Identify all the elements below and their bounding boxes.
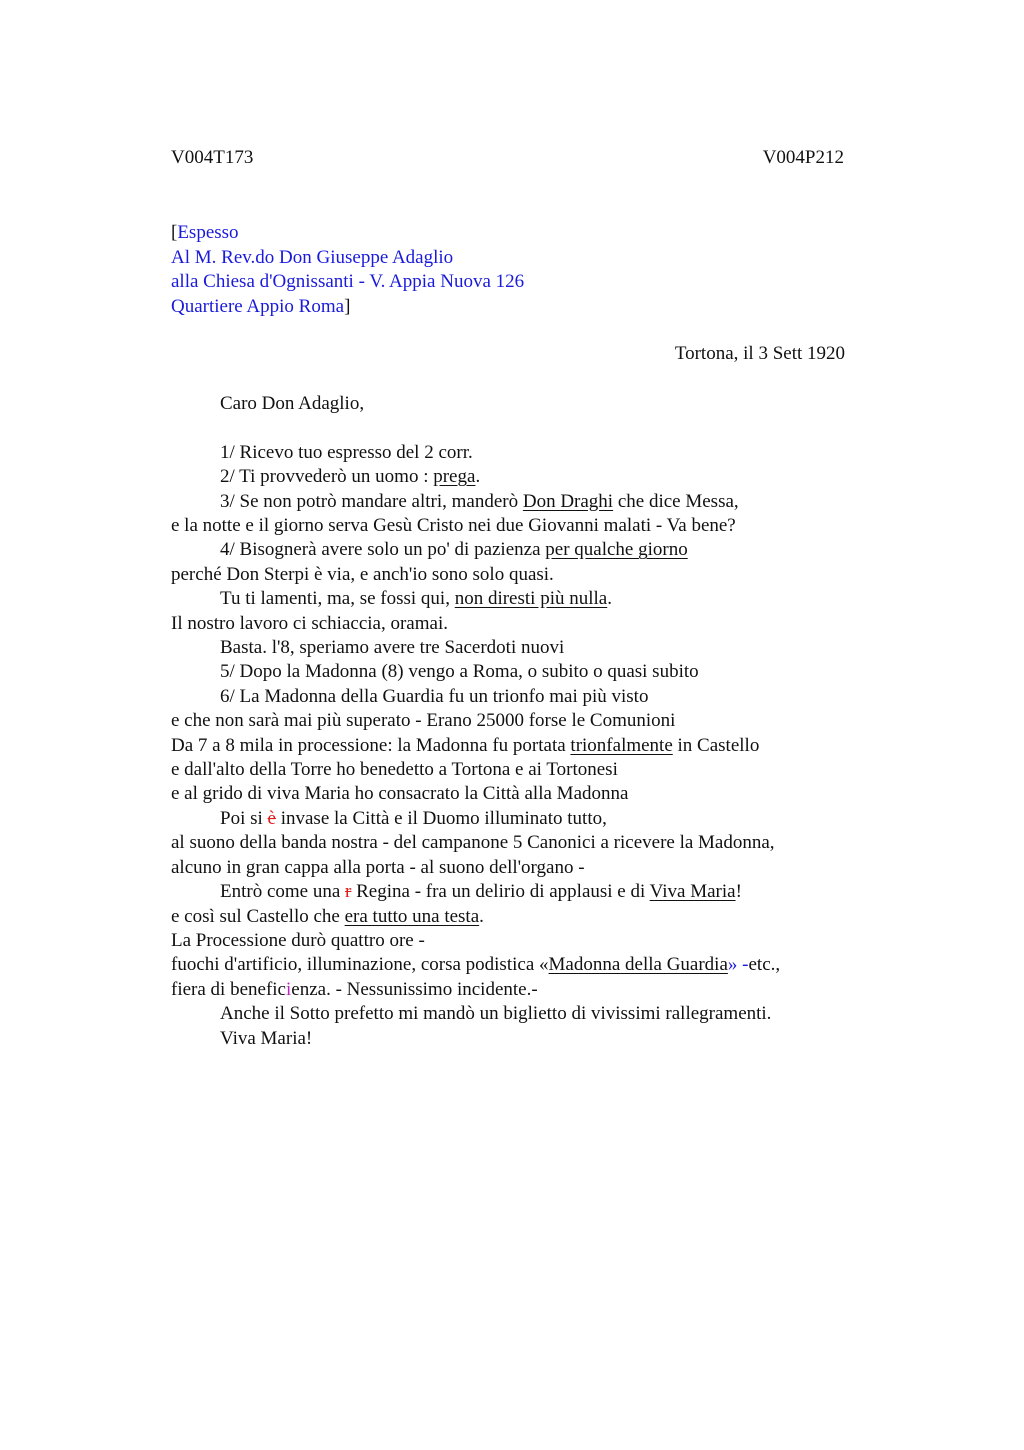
text-line: e al grido di viva Maria ho consacrato la Città alla Madonna bbox=[171, 783, 629, 805]
address-line: Quartiere Appio Roma] bbox=[171, 295, 351, 317]
text-line: 2/ Ti provvederò un uomo : prega. bbox=[220, 466, 481, 488]
deleted-text: è bbox=[267, 807, 276, 829]
letter-body bbox=[171, 392, 851, 1051]
deleted-text: r bbox=[345, 881, 352, 903]
text-line: Entrò come una r Regina - fra un delirio di applausi e di Viva Maria! bbox=[220, 881, 742, 903]
address-line: Al M. Rev.do Don Giuseppe Adaglio bbox=[171, 246, 454, 268]
address-line: [Espesso bbox=[171, 222, 239, 243]
text-line: 3/ Se non potrò mandare altri, manderò Don Draghi che dice Messa, bbox=[220, 490, 739, 512]
text-line: alcuno in gran cappa alla porta - al suono dell'organo - bbox=[171, 856, 585, 878]
document-code-left: V004T173 bbox=[171, 147, 254, 168]
text-line: Anche il Sotto prefetto mi mandò un biglietto di vivissimi rallegramenti. bbox=[220, 1003, 772, 1025]
address-line: alla Chiesa d'Ognissanti - V. Appia Nuova 126 bbox=[171, 271, 525, 292]
text-line: 1/ Ricevo tuo espresso del 2 corr. bbox=[220, 441, 473, 463]
text-line: 5/ Dopo la Madonna (8) vengo a Roma, o subito o quasi subito bbox=[220, 661, 699, 683]
dateline: Tortona, il 3 Sett 1920 bbox=[674, 343, 845, 364]
text-line: 4/ Bisognerà avere solo un po' di pazienza per qualche giorno bbox=[220, 539, 688, 561]
text-line: perché Don Sterpi è via, e anch'io sono solo quasi. bbox=[171, 563, 554, 585]
text-line: fuochi d'artificio, illuminazione, corsa podistica «Madonna della Guardia» -etc., bbox=[171, 954, 781, 976]
salutation: Caro Don Adaglio, bbox=[220, 393, 365, 414]
text-line: e dall'alto della Torre ho benedetto a Tortona e ai Tortonesi bbox=[171, 759, 618, 781]
text-line: al suono della banda nostra - del campanone 5 Canonici a ricevere la Madonna, bbox=[171, 832, 775, 854]
text-line: La Processione durò quattro ore - bbox=[171, 929, 425, 951]
address-block bbox=[171, 221, 524, 319]
text-line: e che non sarà mai più superato - Erano 25000 forse le Comunioni bbox=[171, 710, 676, 732]
text-line: Tu ti lamenti, ma, se fossi qui, non diresti più nulla. bbox=[220, 588, 612, 610]
text-line: e così sul Castello che era tutto una testa. bbox=[171, 905, 484, 927]
text-line: Viva Maria! bbox=[220, 1027, 313, 1049]
text-line: 6/ La Madonna della Guardia fu un trionfo mai più visto bbox=[220, 685, 649, 707]
document-code-right: V004P212 bbox=[762, 147, 844, 168]
text-line: e la notte e il giorno serva Gesù Cristo nei due Giovanni malati - Va bene? bbox=[171, 515, 736, 537]
text-line: fiera di beneficienza. - Nessunissimo incidente.- bbox=[171, 978, 538, 1000]
text-line: Basta. l'8, speriamo avere tre Sacerdoti nuovi bbox=[220, 637, 565, 659]
text-line: Poi si è invase la Città e il Duomo illuminato tutto, bbox=[220, 807, 607, 829]
inserted-text: i bbox=[285, 978, 292, 1000]
text-line: Da 7 a 8 mila in processione: la Madonna fu portata trionfalmente in Castello bbox=[171, 734, 760, 756]
text-line: Il nostro lavoro ci schiaccia, oramai. bbox=[171, 612, 448, 634]
